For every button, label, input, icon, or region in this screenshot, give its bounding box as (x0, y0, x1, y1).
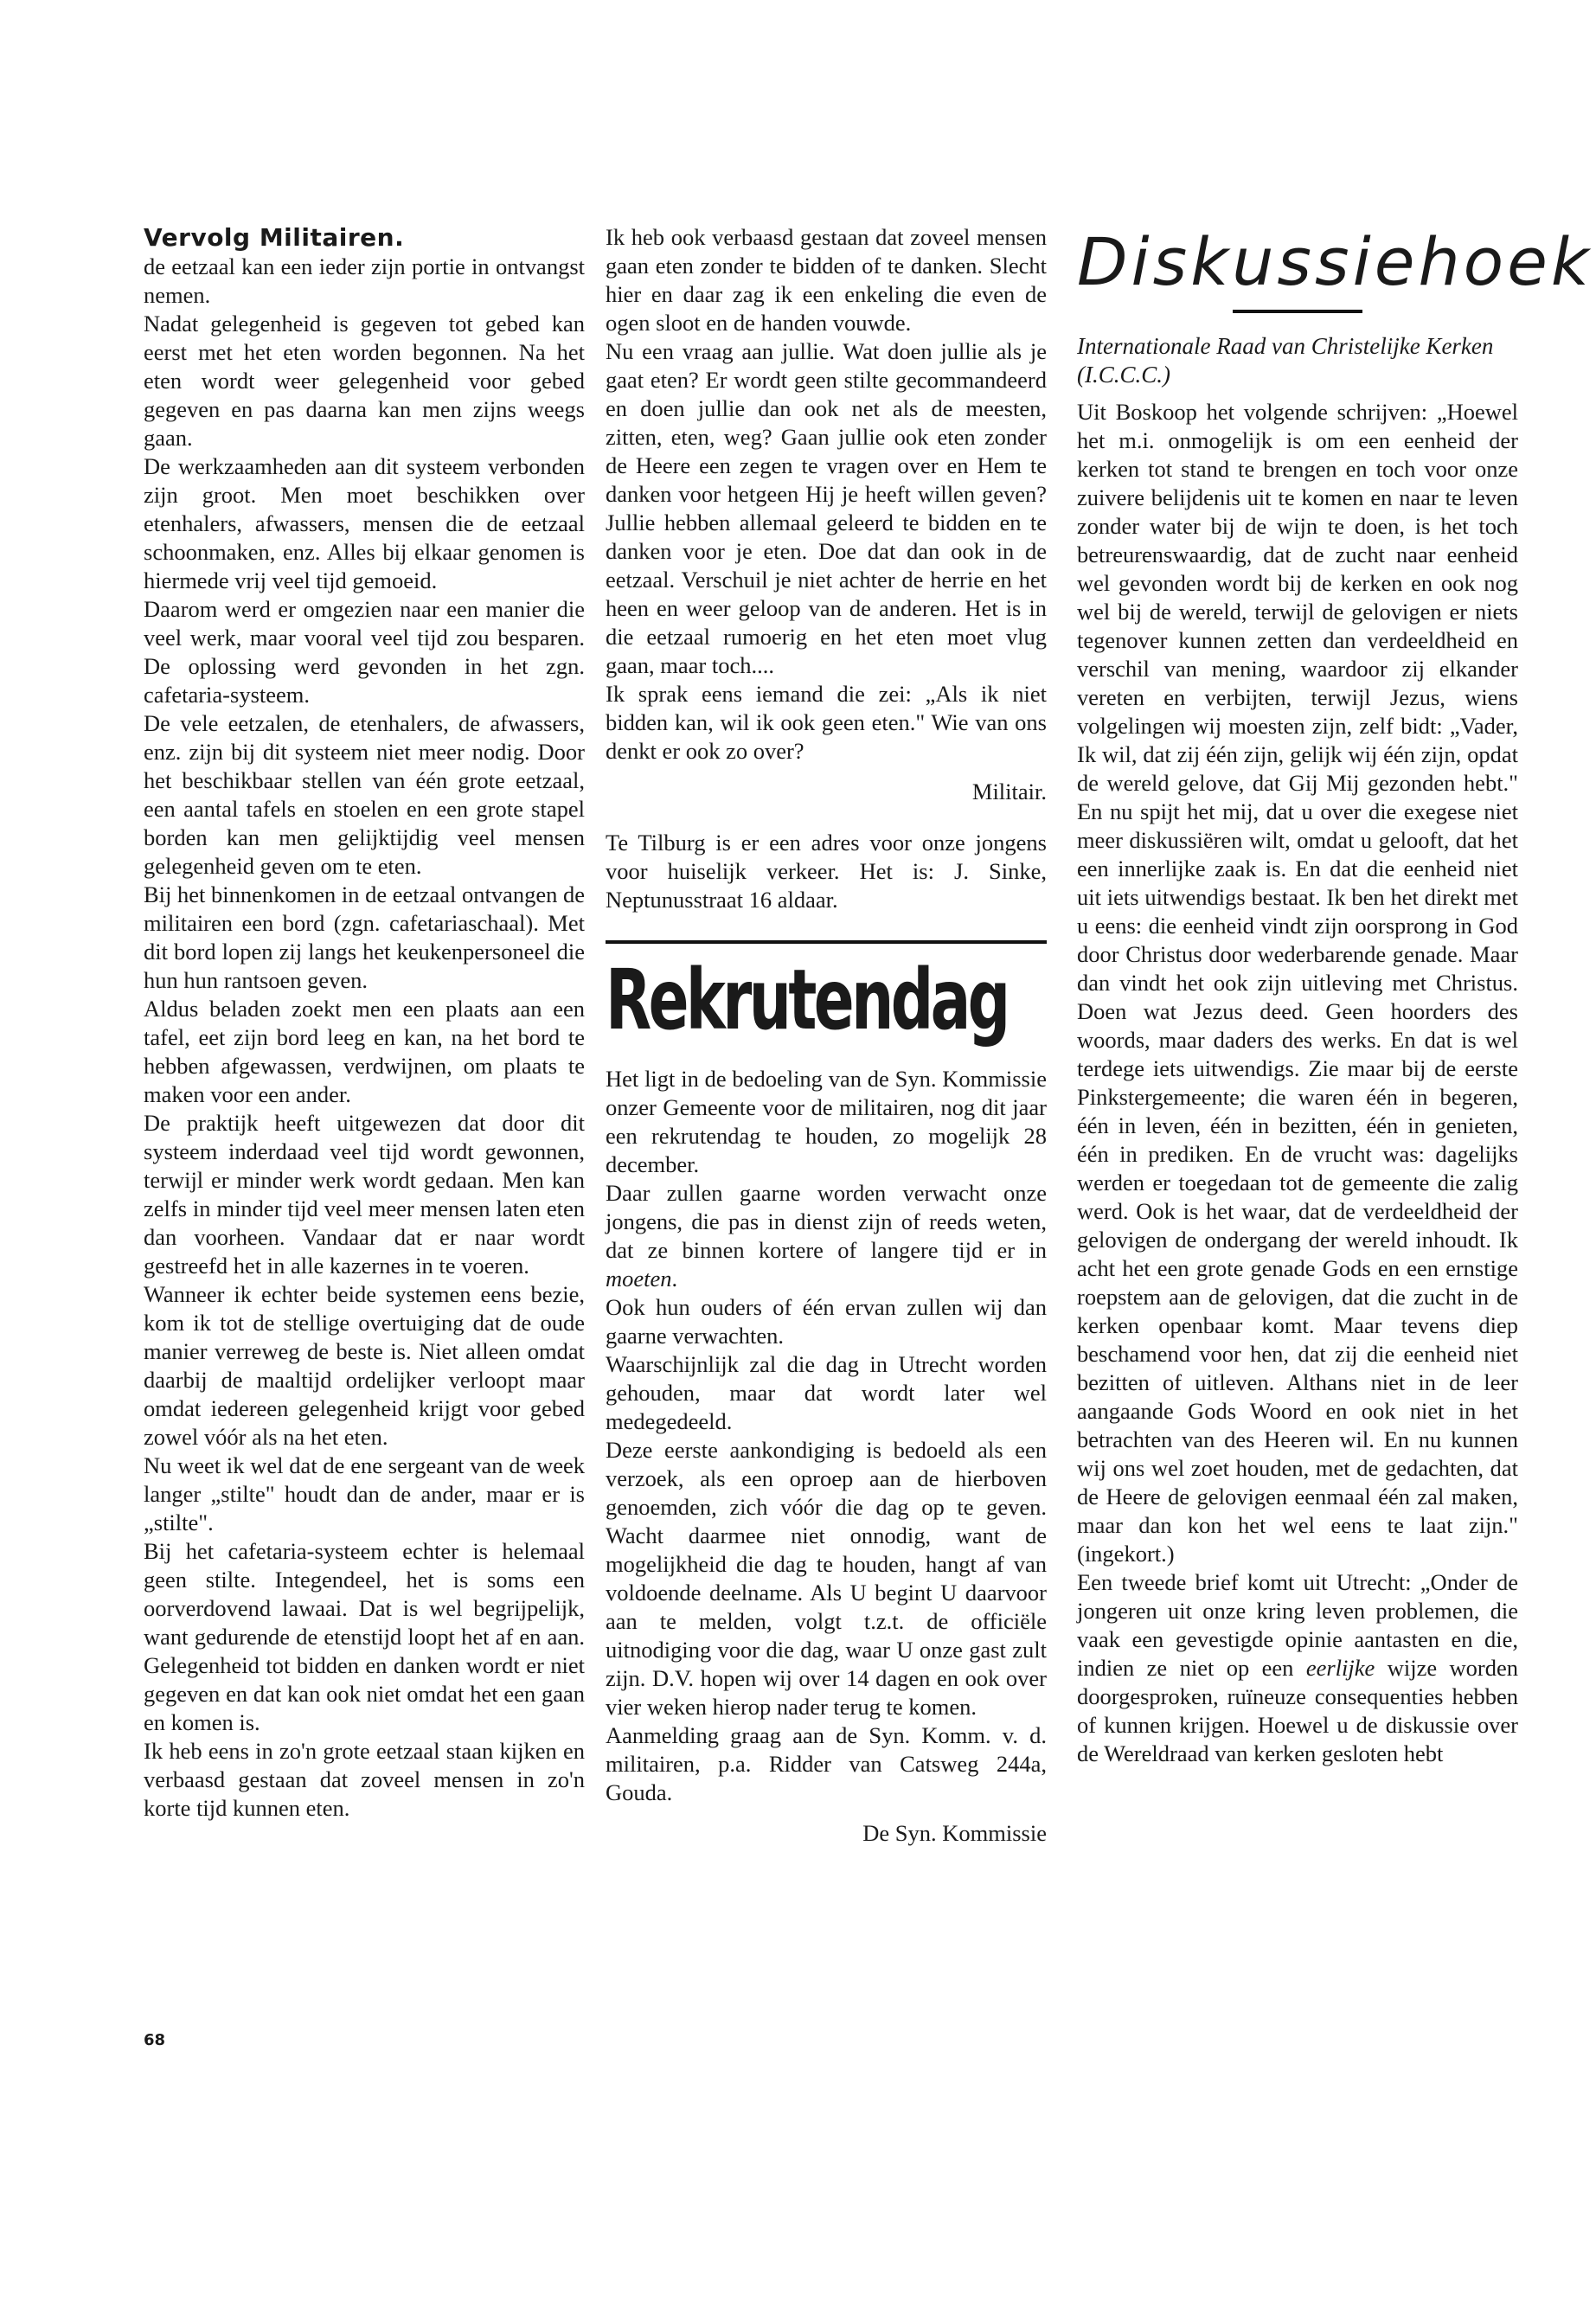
article-subtitle: Internationale Raad van Christelijke Kerken (I.C.C.C.) (1077, 333, 1494, 388)
section-heading-vervolg-militairen: Vervolg Militairen. (144, 223, 405, 252)
paragraph: De vele eetzalen, de etenhalers, de afwassers, enz. zijn bij dit systeem niet meer nodig. Door het beschikbaar stellen van één grote eetzaal, een aantal tafels en stoelen en een grote stapel borden kan men gelijktijdig veel mensen gelegenheid geven om te eten. (144, 710, 585, 879)
notice-tilburg: Te Tilburg is er een adres voor onze jongens voor huiselijk verkeer. Het is: J. Sinke, Neptunusstraat 16 aldaar. (606, 830, 1047, 913)
paragraph: Ik heb ook verbaasd gestaan dat zoveel mensen gaan eten zonder te bidden of te danken. Slecht hier en daar zag ik een enkeling die even de ogen sloot en de handen vouwde. (606, 224, 1047, 336)
paragraph: De werkzaamheden aan dit systeem verbonden zijn groot. Men moet beschikken over etenhalers, afwassers, mensen die de eetzaal schoonmaken, enz. Alles bij elkaar genomen is hiermede vrij veel tijd gemoeid. (144, 453, 585, 593)
paragraph: Bij het cafetaria-systeem echter is helemaal geen stilte. Integendeel, het is soms een oorverdovend lawaai. Dat is wel begrijpelijk, want gedurende de etenstijd loopt het af en aan. Gelegenheid tot bidden en danken wordt er niet gegeven en dat kan ook niet omdat het een gaan en komen is. (144, 1538, 585, 1735)
paragraph: Nadat gelegenheid is gegeven tot gebed kan eerst met het eten worden begonnen. Na het eten wordt weer gelegenheid voor gebed gegeven en pas daarna kan men zijns weegs gaan. (144, 311, 585, 451)
paragraph: Ik sprak eens iemand die zei: „Als ik niet bidden kan, wil ik ook geen eten." Wie van ons denkt er ook zo over? (606, 681, 1047, 764)
column-left (144, 223, 585, 1823)
paragraph: Uit Boskoop het volgende schrijven: „Hoewel het m.i. onmogelijk is om een eenheid der kerken tot stand te brengen en toch voor onze zuivere belijdenis uit te komen en naar te leven zonder water bij de wijn te doen, is het toch betreurenswaardig, dat de zucht naar eenheid wel gevonden wordt bij de kerken en ook nog wel bij de wereld, terwijl de gelovigen er niets tegenover kunnen zetten dan verdeeldheid en verschil van mening, waardoor zij elkander vereten en verbijten, terwijl Jezus, wiens volgelingen wij moesten zijn, zelf bidt: „Vader, Ik wil, dat zij één zijn, gelijk wij één zijn, opdat de wereld gelove, dat Gij Mij gezonden hebt." En nu spijt het mij, dat u over die exegese niet meer diskussiëren wilt, omdat u gelooft, dat het een innerlijke zaak is. En dat die eenheid niet uit iets uitwendigs bestaat. Ik ben het direkt met u eens: die eenheid vindt zijn oorsprong in God door Christus door wederbarende genade. Maar dan vindt het ook zijn uitleving met Christus. Doen wat Jezus deed. Geen hoorders des woords, maar daders des werks. En dat is wel terdege iets uitwendigs. Zie maar bij de eerste Pinkstergemeente; die waren één in begeren, één in leven, één in bezitten, één in genieten, één in prediken. En de vrucht was: dagelijks werden er toegedaan tot de gemeente die zalig werd. Ook is het waar, dat de verdeeldheid der gelovigen de ondergang der wereld inhoudt. Ik acht het een grote genade Gods en een ernstige roepstem aan de gelovigen, dat die zucht in de kerken openbaar komt. Maar tevens diep beschamend voor hen, dat zij die eenheid niet bezitten of uitleven. Althans niet in de leer aangaande Gods Woord en ook niet in het betrachten van des Heeren wil. En nu kunnen wij ons wel zoet houden, met de gedachten, dat de Heere de gelovigen eenmaal één zal maken, maar dan kon het wel eens te laat zijn." (ingekort.) (1077, 399, 1518, 1567)
article-title-diskussiehoek: Diskussiehoek (1077, 223, 1593, 300)
paragraph: Het ligt in de bedoeling van de Syn. Kommissie onzer Gemeente voor de militairen, nog dit jaar een rekrutendag te houden, zo mogelijk 28 december. (606, 1066, 1047, 1177)
section-rule (606, 940, 1047, 944)
text: wijze worden doorgesproken, ruïneuze consequenties hebben of kunnen krijgen. Hoewel u de diskussie over de Wereldraad van kerken gesloten hebt (1077, 1655, 1518, 1766)
spacer (606, 1048, 1047, 1065)
paragraph: Nu weet ik wel dat de ene sergeant van de week langer „stilte" houdt dan de ander, maar er is „stilte". (144, 1452, 585, 1535)
column-middle (606, 223, 1047, 1848)
text: Daar zullen gaarne worden verwacht onze jongens, die pas in dienst zijn of reeds weten, dat ze binnen kortere of langere tijd er in (606, 1180, 1047, 1263)
paragraph: Bij het binnenkomen in de eetzaal ontvangen de militairen een bord (zgn. cafetariaschaal). Met dit bord lopen zij langs het keukenpersoneel die hun hun rantsoen geven. (144, 881, 585, 993)
paragraph: Wanneer ik echter beide systemen eens bezie, kom ik tot de stellige overtuiging dat de oude manier verreweg de beste is. Niet alleen omdat daarbij de maaltijd ordelijker verloopt maar omdat iedereen gelegenheid krijgt voor gebed zowel vóór als na het eten. (144, 1281, 585, 1450)
paragraph: Deze eerste aankondiging is bedoeld als een verzoek, als een oproep aan de hierboven genoemden, zich vóór die dag op te geven. Wacht daarmee niet onnodig, want de mogelijkheid die dag te houden, hangt af van voldoende deelname. Als U begint U daarvoor aan te melden, volgt t.z.t. de officiële uitnodiging voor die dag, waar U onze gast zult zijn. D.V. hopen wij over 14 dagen en ook over vier weken hierop nader terug te komen. (606, 1437, 1047, 1720)
article-title-rekrutendag: Rekrutendag (606, 952, 1008, 1048)
spacer (606, 914, 1047, 940)
title-underline (1233, 310, 1362, 313)
paragraph: Aanmelding graag aan de Syn. Komm. v. d. militairen, p.a. Ridder van Catsweg 244a, Gouda. (606, 1722, 1047, 1805)
page-number: 68 (144, 2031, 166, 2049)
spacer (1077, 389, 1518, 398)
emphasis: eerlijke (1305, 1655, 1375, 1681)
spacer (606, 806, 1047, 829)
column-right (1077, 223, 1593, 1768)
paragraph (1077, 1568, 1518, 1768)
paragraph: de eetzaal kan een ieder zijn portie in ontvangst nemen. (144, 253, 585, 308)
text: . (671, 1266, 678, 1292)
paragraph: Aldus beladen zoekt men een plaats aan een tafel, eet zijn bord leeg en kan, na het bord te hebben afgewassen, verdwijnen, om plaats te maken voor een ander. (144, 996, 585, 1107)
paragraph: Nu een vraag aan jullie. Wat doen jullie als je gaat eten? Er wordt geen stilte gecommandeerd en doen jullie dan ook net als de meesten, zitten, eten, weg? Gaan jullie ook eten zonder de Heere een zegen te vragen over en Hem te danken voor hetgeen Hij je heeft willen geven? Jullie hebben allemaal geleerd te bidden en te danken voor je eten. Doe dat dan ook in de eetzaal. Verschuil je niet achter de herrie en het heen en weer geloop van de anderen. Het is in die eetzaal rumoerig en het eten moet vlug gaan, maar toch.... (606, 338, 1047, 678)
paragraph: Daarom werd er omgezien naar een manier die veel werk, maar vooral veel tijd zou besparen. De oplossing werd gevonden in het zgn. cafetaria-systeem. (144, 596, 585, 708)
paragraph: Ik heb eens in zo'n grote eetzaal staan kijken en verbaasd gestaan dat zoveel mensen in zo'n korte tijd kunnen eten. (144, 1738, 585, 1821)
signature-syn-kommissie: De Syn. Kommissie (862, 1820, 1047, 1846)
emphasis: moeten (606, 1266, 672, 1292)
paragraph: Waarschijnlijk zal die dag in Utrecht worden gehouden, maar dat wordt later wel medegedeeld. (606, 1351, 1047, 1434)
paragraph: De praktijk heeft uitgewezen dat door dit systeem inderdaad veel tijd wordt gewonnen, terwijl er minder werk wordt gedaan. Men kan zelfs in minder tijd veel meer mensen laten eten dan voorheen. Vandaar dat er naar wordt gestreefd het in alle kazernes in te voeren. (144, 1110, 585, 1279)
paragraph (606, 1179, 1047, 1293)
text: Een tweede brief komt uit Utrecht: „Onder de jongeren uit onze kring leven problemen, die vaak een gevestigde opinie aantasten en die, indien ze niet op een (1077, 1569, 1518, 1681)
signature-militair: Militair. (971, 779, 1047, 804)
paragraph: Ook hun ouders of één ervan zullen wij dan gaarne verwachten. (606, 1294, 1047, 1349)
